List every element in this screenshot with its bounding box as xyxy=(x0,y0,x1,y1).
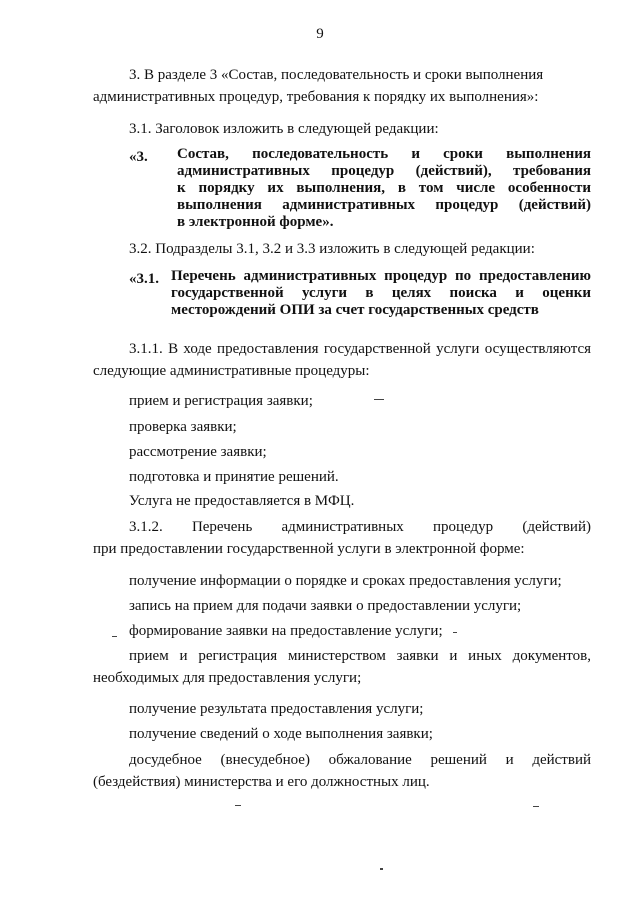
word: Перечень xyxy=(191,519,253,535)
heading-line: административных процедур (действий), требования xyxy=(177,163,591,179)
paragraph-3-1-1 xyxy=(93,338,591,382)
word: и xyxy=(179,648,188,664)
word: (внесудебное) xyxy=(220,752,310,768)
list-item: проверка заявки; xyxy=(129,419,237,435)
mfc-note: Услуга не предоставляется в МФЦ. xyxy=(129,493,355,509)
word: обжалование xyxy=(328,752,412,768)
heading-line: государственной услуги в целях поиска и оценки xyxy=(171,285,591,301)
word: регистрация xyxy=(198,648,278,664)
paragraph-line: 3.1.1. В ходе предоставления государственной услуги осуществляются xyxy=(129,341,591,357)
list-item: прием и регистрация заявки; xyxy=(129,393,313,409)
heading-text xyxy=(177,146,591,231)
paragraph-line: (бездействия) министерства и его должностных лиц. xyxy=(93,774,430,790)
list-item-appeal xyxy=(93,749,591,793)
heading-section-3 xyxy=(129,146,591,236)
scan-mark xyxy=(235,805,241,806)
word: решений xyxy=(430,752,487,768)
paragraph-line xyxy=(93,516,591,538)
paragraph-3-1: 3.1. Заголовок изложить в следующей редакции: xyxy=(129,121,439,137)
word: процедур xyxy=(432,519,494,535)
heading-number: «3. xyxy=(129,149,148,165)
list-item-reception xyxy=(93,645,591,689)
heading-line: Перечень административных процедур по предоставлению xyxy=(171,268,591,284)
paragraph-3-2: 3.2. Подразделы 3.1, 3.2 и 3.3 изложить в следующей редакции: xyxy=(129,241,535,257)
list-item: запись на прием для подачи заявки о предоставлении услуги; xyxy=(129,598,522,614)
heading-line: Состав, последовательность и сроки выполнения xyxy=(177,146,591,162)
word: действий xyxy=(532,752,591,768)
word: документов, xyxy=(512,648,591,664)
word: прием xyxy=(129,648,169,664)
word: 3.1.2. xyxy=(129,519,163,535)
list-item: получение информации о порядке и сроках предоставления услуги; xyxy=(129,573,562,589)
paragraph-3-1-2 xyxy=(93,516,591,560)
scan-mark xyxy=(453,632,457,633)
scan-mark xyxy=(112,636,117,637)
paragraph-line xyxy=(93,749,591,771)
word: административных xyxy=(281,519,404,535)
word: досудебное xyxy=(129,752,202,768)
page-number: 9 xyxy=(316,26,324,42)
heading-line: в электронной форме». xyxy=(177,214,334,230)
paragraph-line: необходимых для предоставления услуги; xyxy=(93,670,362,686)
heading-number: «3.1. xyxy=(129,271,159,287)
heading-line: выполнения административных процедур (действий) xyxy=(177,197,591,213)
paragraph-section-3 xyxy=(93,64,591,108)
scan-mark xyxy=(380,868,383,870)
paragraph-text: 3. В разделе 3 «Состав, последовательность и сроки выполнения xyxy=(129,67,544,83)
paragraph-line: следующие административные процедуры: xyxy=(93,363,370,379)
word: заявки xyxy=(396,648,439,664)
list-item: получение результата предоставления услуги; xyxy=(129,701,424,717)
word: и xyxy=(505,752,514,768)
scan-mark xyxy=(374,399,384,400)
scan-mark xyxy=(533,806,539,807)
heading-line: к порядку их выполнения, в том числе особенности xyxy=(177,180,591,196)
paragraph-line: административных процедур, требования к порядку их выполнения»: xyxy=(93,89,539,105)
list-item: подготовка и принятие решений. xyxy=(129,469,339,485)
heading-subsection-3-1 xyxy=(129,268,591,322)
list-item: рассмотрение заявки; xyxy=(129,444,267,460)
paragraph-line xyxy=(93,645,591,667)
heading-line: месторождений ОПИ за счет государственных средств xyxy=(171,302,539,318)
word: (действий) xyxy=(522,519,591,535)
list-item: формирование заявки на предоставление услуги; xyxy=(129,623,443,639)
heading-text xyxy=(171,268,591,319)
word: иных xyxy=(468,648,502,664)
list-item: получение сведений о ходе выполнения заявки; xyxy=(129,726,433,742)
word: министерством xyxy=(288,648,386,664)
paragraph-line: при предоставлении государственной услуги в электронной форме: xyxy=(93,541,525,557)
word: и xyxy=(449,648,458,664)
paragraph-line xyxy=(93,64,591,86)
